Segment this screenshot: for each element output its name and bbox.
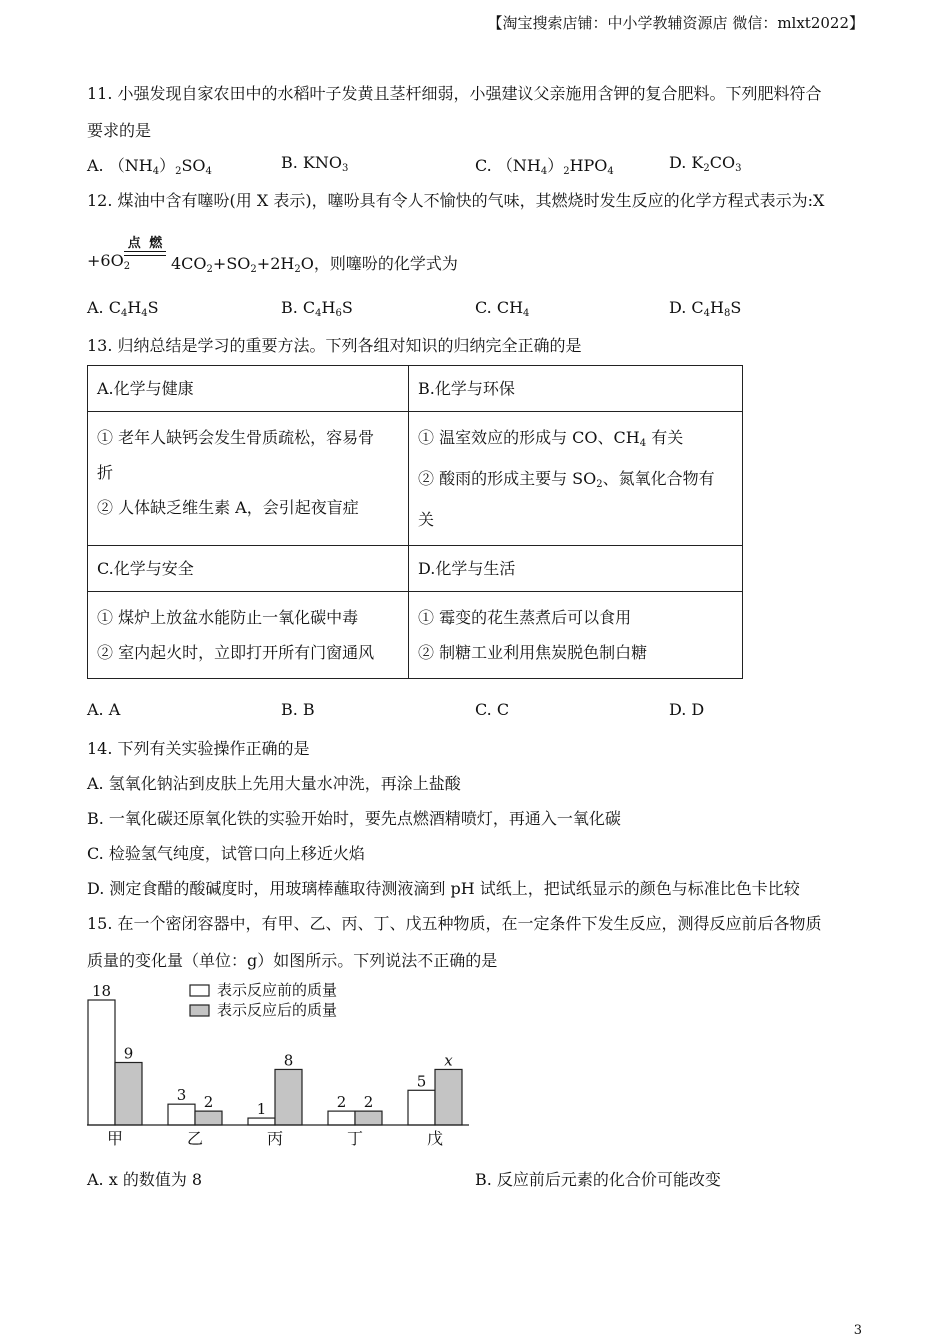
- q12-a-3: S: [147, 298, 159, 317]
- bar-after-1: [115, 1063, 142, 1126]
- q11-option-a[interactable]: [87, 153, 212, 177]
- q11-a-sub1: 4: [152, 166, 160, 177]
- bar-label-after-5: x: [444, 1051, 453, 1070]
- q11-c-sub3: 4: [607, 166, 614, 177]
- cell-c-title: C.化学与安全: [88, 546, 409, 592]
- legend-before-label: 表示反应前的质量: [217, 981, 338, 999]
- equation-bar-top: [124, 251, 166, 252]
- eq-co2: 4CO: [171, 254, 207, 273]
- bar-after-2: [195, 1111, 222, 1125]
- q11-a-sub2: 2: [175, 166, 182, 177]
- q11-a-sub3: 4: [205, 166, 212, 177]
- q11-d-sub1: 2: [703, 163, 710, 174]
- q11-option-c[interactable]: [475, 153, 614, 177]
- q11-d-sub2: 3: [735, 163, 742, 174]
- eq-o2: +6O: [87, 251, 124, 270]
- table-row: [88, 366, 743, 412]
- q13-option-a[interactable]: A. A: [87, 700, 121, 719]
- q13-option-d[interactable]: D. D: [669, 700, 705, 719]
- bar-after-4: [355, 1111, 382, 1125]
- b-item2-line2: 关: [418, 510, 435, 529]
- q12-b-2: H: [321, 298, 336, 317]
- bar-label-after-3: 8: [283, 1051, 294, 1070]
- q12-d-1: D. C: [669, 298, 704, 317]
- reaction-condition: 点 燃: [127, 236, 165, 251]
- q12-b-s1: 4: [315, 308, 322, 319]
- bar-label-after-2: 2: [203, 1093, 214, 1112]
- cell-c-content: [88, 592, 409, 679]
- q14-option-b[interactable]: B. 一氧化碳还原氧化铁的实验开始时，要先点燃酒精喷灯，再通入一氧化碳: [87, 809, 621, 828]
- legend-after-label: 表示反应后的质量: [217, 1001, 338, 1019]
- equation-bar-bottom: [124, 255, 166, 256]
- q11-b-sub1: 3: [342, 163, 349, 174]
- q11-stem-line2: 要求的是: [87, 121, 152, 140]
- bar-before-4: [328, 1111, 355, 1125]
- q13-stem: 13. 归纳总结是学习的重要方法。下列各组对知识的归纳完全正确的是: [87, 336, 582, 355]
- q11-c-sub1: 4: [540, 166, 548, 177]
- q12-a-1: A. C: [87, 298, 121, 317]
- q12-option-b[interactable]: [281, 298, 353, 319]
- q11-option-d[interactable]: [669, 153, 742, 174]
- bar-label-before-3: 1: [256, 1100, 267, 1119]
- b-item2-pre: ② 酸雨的形成主要与 SO: [418, 469, 597, 488]
- b-item1-pre: ① 温室效应的形成与 CO、CH: [418, 428, 640, 447]
- cell-b-title: B.化学与环保: [409, 366, 743, 412]
- d-item1: ① 霉变的花生蒸煮后可以食用: [418, 608, 632, 627]
- cell-d-content: [409, 592, 743, 679]
- bar-before-2: [168, 1104, 195, 1125]
- legend-after-swatch: [190, 1005, 209, 1016]
- q14-stem: 14. 下列有关实验操作正确的是: [87, 739, 310, 758]
- q12-a-s1: 4: [120, 308, 128, 319]
- q13-option-b[interactable]: B. B: [281, 700, 315, 719]
- q12-option-d[interactable]: [669, 298, 741, 319]
- q11-c-sub2: 2: [563, 166, 570, 177]
- q12-equation-left: [87, 251, 130, 272]
- mass-change-bar-chart: [87, 978, 477, 1150]
- category-label-5: 戊: [426, 1129, 444, 1148]
- q15-option-a[interactable]: A. x 的数值为 8: [87, 1170, 203, 1189]
- bar-after-5: [435, 1069, 462, 1125]
- a-item2: ② 人体缺乏维生素 A，会引起夜盲症: [97, 498, 359, 517]
- bar-before-1: [88, 1000, 115, 1125]
- q14-option-c[interactable]: C. 检验氢气纯度，试管口向上移近火焰: [87, 844, 365, 863]
- eq-h2o-sub: 2: [294, 264, 301, 275]
- q11-d-mid: CO: [709, 153, 736, 172]
- eq-h2o: +2H: [256, 254, 295, 273]
- legend-before-swatch: [190, 985, 209, 996]
- b-item2-sub: 2: [596, 479, 603, 490]
- b-item1-sub: 4: [639, 438, 647, 449]
- cell-b-content: [409, 412, 743, 546]
- q11-c-mid2: HPO: [569, 156, 608, 175]
- bar-label-before-1: 18: [91, 982, 112, 1000]
- bar-label-before-2: 3: [176, 1086, 187, 1105]
- bar-label-after-4: 2: [363, 1093, 374, 1112]
- page-number: 3: [853, 1323, 862, 1338]
- q12-option-a[interactable]: [87, 298, 159, 319]
- cell-a-title: A.化学与健康: [88, 366, 409, 412]
- q14-option-a[interactable]: A. 氢氧化钠沾到皮肤上先用大量水冲洗，再涂上盐酸: [87, 774, 461, 793]
- eq-co2-sub: 2: [206, 264, 213, 275]
- category-label-2: 乙: [186, 1129, 204, 1148]
- q12-a-2: H: [127, 298, 142, 317]
- a-item1-line2: 折: [97, 463, 114, 482]
- q11-c-text: C. （NH: [475, 156, 541, 175]
- q15-stem-line1: 15. 在一个密闭容器中，有甲、乙、丙、丁、戊五种物质，在一定条件下发生反应，测得反应前后各物质: [87, 914, 822, 933]
- q12-d-3: S: [730, 298, 742, 317]
- q12-stem-line1: 12. 煤油中含有噻吩(用 X 表示)，噻吩具有令人不愉快的气味，其燃烧时发生反应的化学方程式表示为:X: [87, 191, 825, 210]
- header-watermark: 【淘宝搜索店铺：中小学教辅资源店 微信：mlxt2022】: [487, 14, 864, 32]
- q12-d-2: H: [710, 298, 724, 317]
- q11-b-text: B. KNO: [281, 153, 342, 172]
- q12-a-s2: 4: [141, 308, 148, 319]
- q12-b-3: S: [341, 298, 353, 317]
- table-row: [88, 592, 743, 679]
- bar-after-3: [275, 1069, 302, 1125]
- cell-a-content: [88, 412, 409, 546]
- q11-option-b[interactable]: [281, 153, 348, 174]
- b-item2-post: 、氮氧化合物有: [602, 469, 715, 488]
- q11-stem-line1: 11. 小强发现自家农田中的水稻叶子发黄且茎杆细弱，小强建议父亲施用含钾的复合肥料。下列肥料符合: [87, 84, 822, 103]
- q11-a-text: A. （NH: [87, 156, 153, 175]
- category-label-3: 丙: [266, 1129, 284, 1148]
- eq-so2-sub: 2: [250, 264, 257, 275]
- q11-a-mid2: SO: [181, 156, 206, 175]
- category-label-1: 甲: [106, 1129, 124, 1148]
- q11-d-text: D. K: [669, 153, 704, 172]
- b-item2: [418, 461, 733, 502]
- q13-option-c[interactable]: C. C: [475, 700, 510, 719]
- q12-c-1: C. CH: [475, 298, 524, 317]
- c-item1: ① 煤炉上放盆水能防止一氧化碳中毒: [97, 608, 359, 627]
- q13-knowledge-table: [87, 365, 743, 679]
- q12-b-s2: 6: [335, 308, 342, 319]
- b-item1-post: 有关: [646, 428, 684, 447]
- q12-d-s1: 4: [703, 308, 711, 319]
- eq-so2: +SO: [212, 254, 251, 273]
- q11-a-mid: ）: [159, 156, 176, 175]
- bar-label-after-1: 9: [123, 1044, 134, 1063]
- bar-before-3: [248, 1118, 275, 1125]
- eq-tail: O，则噻吩的化学式为: [300, 254, 458, 273]
- q12-equation-right: [171, 251, 458, 275]
- q15-stem-line2: 质量的变化量（单位：g）如图所示。下列说法不正确的是: [87, 951, 498, 970]
- c-item2: ② 室内起火时，立即打开所有门窗通风: [97, 643, 375, 662]
- q12-d-s2: 8: [724, 308, 731, 319]
- q14-option-d[interactable]: D. 测定食醋的酸碱度时，用玻璃棒蘸取待测液滴到 pH 试纸上，把试纸显示的颜色与标准比色卡比较: [87, 879, 800, 898]
- table-row: [88, 546, 743, 592]
- bar-label-before-5: 5: [416, 1072, 427, 1091]
- a-item1-line1: ① 老年人缺钙会发生骨质疏松，容易骨: [97, 428, 375, 447]
- q12-c-s1: 4: [523, 308, 530, 319]
- q15-option-b[interactable]: B. 反应前后元素的化合价可能改变: [475, 1170, 721, 1189]
- b-item1: [418, 420, 733, 461]
- eq-o2-sub: 2: [123, 261, 131, 272]
- category-label-4: 丁: [346, 1129, 364, 1148]
- bar-before-5: [408, 1090, 435, 1125]
- q12-option-c[interactable]: [475, 298, 529, 319]
- table-row: [88, 412, 743, 546]
- q12-b-1: B. C: [281, 298, 316, 317]
- q11-c-mid: ）: [547, 156, 564, 175]
- cell-d-title: D.化学与生活: [409, 546, 743, 592]
- bar-label-before-4: 2: [336, 1093, 347, 1112]
- d-item2: ② 制糖工业利用焦炭脱色制白糖: [418, 643, 648, 662]
